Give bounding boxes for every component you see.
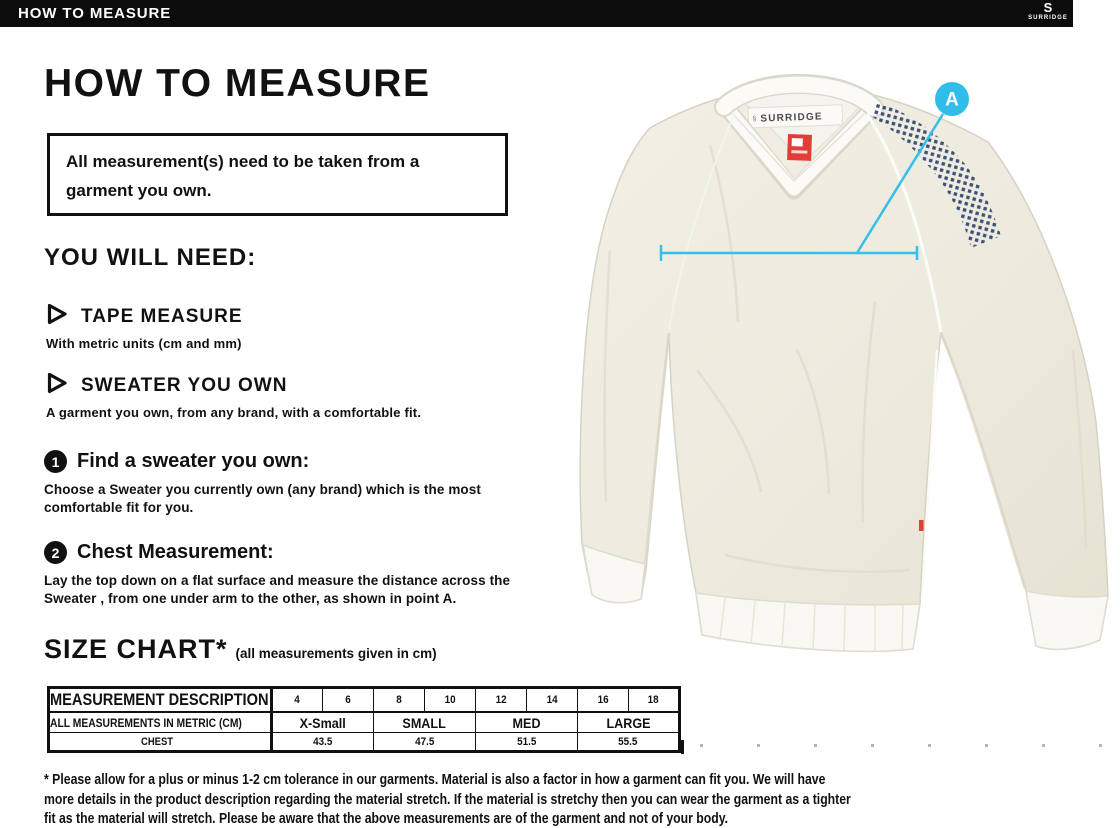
need-item-tape-measure xyxy=(46,303,243,351)
size-chart-heading xyxy=(44,634,437,665)
step-title: Find a sweater you own: xyxy=(77,450,310,472)
surridge-logo-icon: S xyxy=(1043,0,1053,15)
size-group-cell: SMALL xyxy=(374,712,476,733)
metric-label-cell: ALL MEASUREMENTS IN METRIC (CM) xyxy=(49,712,272,733)
value-cell: 47.5 xyxy=(374,733,476,752)
value-cell: 51.5 xyxy=(476,733,578,752)
size-chart-subtitle: (all measurements given in cm) xyxy=(235,646,437,661)
table-header-row xyxy=(49,688,680,713)
step-1 xyxy=(44,450,564,517)
size-cell: 14 xyxy=(527,688,578,713)
triangle-bullet-icon xyxy=(46,372,68,399)
surridge-logo-text: SURRIDGE xyxy=(1028,15,1068,21)
surridge-logo xyxy=(1024,1,1072,26)
topbar xyxy=(0,0,1073,27)
neck-tape xyxy=(748,105,843,128)
size-cell: 8 xyxy=(374,688,425,713)
sweater-body xyxy=(580,86,1108,651)
need-item-sweater xyxy=(46,372,421,420)
neck-tape-brand: SURRIDGE xyxy=(760,111,823,125)
you-will-need-heading: YOU WILL NEED: xyxy=(44,244,257,271)
triangle-bullet-icon xyxy=(46,303,68,330)
step-description: Choose a Sweater you currently own (any brand) which is the most comfortable fit for you. xyxy=(44,482,481,515)
notice-text: All measurement(s) need to be taken from a garment you own. xyxy=(66,152,420,200)
neck-label xyxy=(787,134,812,161)
value-cell: 55.5 xyxy=(578,733,680,752)
need-item-subtitle: With metric units (cm and mm) xyxy=(46,336,242,351)
point-a-label: A xyxy=(945,89,959,111)
need-item-title: TAPE MEASURE xyxy=(81,305,243,327)
step-title: Chest Measurement: xyxy=(77,541,274,563)
need-item-subtitle: A garment you own, from any brand, with a comfortable fit. xyxy=(46,405,422,420)
page-title: HOW TO MEASURE xyxy=(44,62,431,105)
cropped-edge-tick xyxy=(681,740,684,754)
side-tag xyxy=(919,520,924,531)
size-group-cell: MED xyxy=(476,712,578,733)
topbar-title: HOW TO MEASURE xyxy=(18,5,172,22)
right-cuff xyxy=(1026,591,1108,649)
svg-text:§: § xyxy=(752,115,757,123)
size-chart-title: SIZE CHART* xyxy=(44,634,228,664)
size-cell: 4 xyxy=(272,688,323,713)
need-item-title: SWEATER YOU OWN xyxy=(81,374,288,396)
notice-box xyxy=(47,133,508,216)
size-chart-table xyxy=(47,686,681,753)
sweater-photo xyxy=(575,50,1120,660)
step-description: Lay the top down on a flat surface and measure the distance across the Sweater , from one under arm to the other, as shown in point A. xyxy=(44,573,511,606)
size-cell: 18 xyxy=(629,688,680,713)
size-cell: 12 xyxy=(476,688,527,713)
size-group-cell: LARGE xyxy=(578,712,680,733)
step-number-badge: 2 xyxy=(44,541,67,564)
step-2 xyxy=(44,541,564,608)
sweater-illustration xyxy=(575,50,1120,660)
value-cell: 43.5 xyxy=(272,733,374,752)
size-cell: 10 xyxy=(425,688,476,713)
cropped-table-edge xyxy=(700,744,1120,747)
size-group-cell: X-Small xyxy=(272,712,374,733)
size-cell: 16 xyxy=(578,688,629,713)
chest-row xyxy=(49,733,680,752)
size-cell: 6 xyxy=(323,688,374,713)
measurement-description-header: MEASUREMENT DESCRIPTION xyxy=(49,688,272,713)
row-label-cell: CHEST xyxy=(49,733,272,752)
size-group-row xyxy=(49,712,680,733)
step-number-badge: 1 xyxy=(44,450,67,473)
footnote-text: * Please allow for a plus or minus 1-2 cm tolerance in our garments. Material is also a factor in how a garment can fit you. We will have more details in the product description regarding the material stretch. If the material is stretchy then you can wear the garment as a tighter fit as the material will stretch. Please be aware that the above measurements are of the garment and not of your body. xyxy=(44,772,851,827)
